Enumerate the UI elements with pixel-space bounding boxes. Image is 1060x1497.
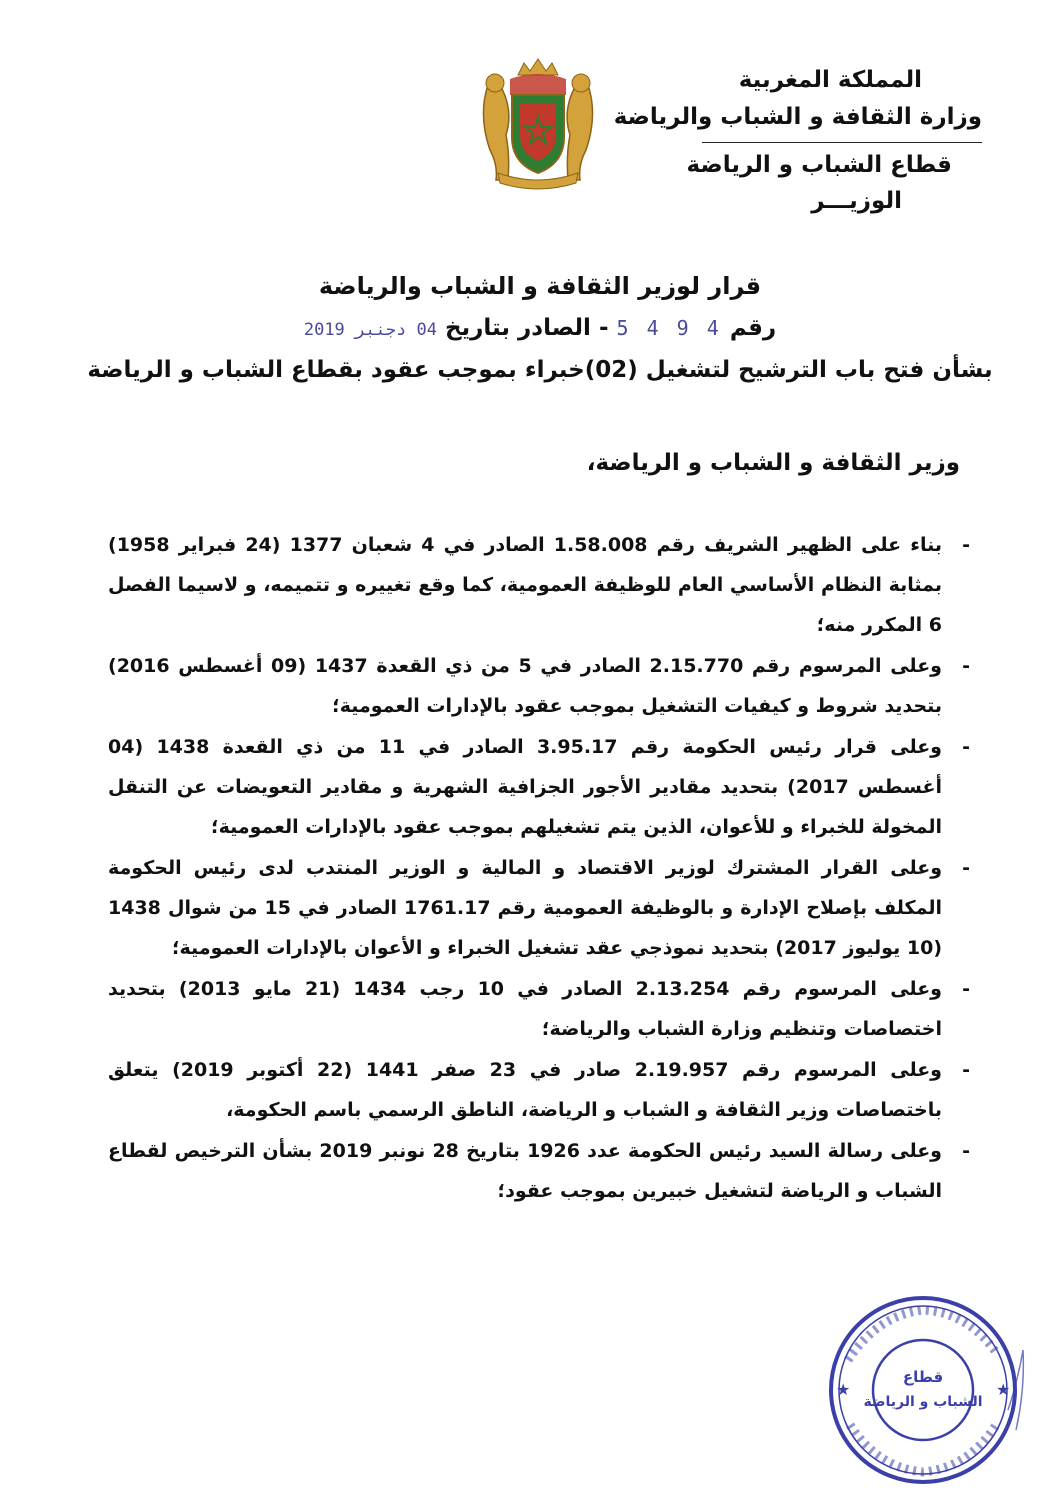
- bullet: -: [962, 1059, 970, 1081]
- decree-subject: بشأن فتح باب الترشيح لتشغيل (02)خبراء بموجب عقود بقطاع الشباب و الرياضة: [87, 356, 993, 383]
- list-item: - وعلى قرار رئيس الحكومة رقم 3.95.17 الصادر في 11 من ذي القعدة 1438 (04 أغسطس 2017) بتحديد مقادير الأجور الجزافية الشهرية و مقادير التعويضات عن التنقل المخولة للخبراء و للأعوان، الذين يتم تشغيلهم بموجب عقود بالإدارات العمومية؛: [108, 727, 942, 847]
- bullet: -: [962, 978, 970, 1000]
- decree-reference: [80, 308, 1000, 349]
- list-item: - بناء على الظهير الشريف رقم 1.58.008 الصادر في 4 شعبان 1377 (24 فبراير 1958) بمثابة النظام الأساسي العام للوظيفة العمومية، كما وقع تغييره و تتميمه، و لاسيما الفصل 6 المكرر منه؛: [108, 525, 942, 645]
- kingdom-name: المملكة المغربية: [738, 67, 922, 93]
- decree-heading: قرار لوزير الثقافة و الشباب والرياضة: [318, 272, 762, 300]
- bullet: -: [962, 534, 970, 556]
- addressee: وزير الثقافة و الشباب و الرياضة،: [586, 450, 960, 476]
- list-item: - وعلى المرسوم رقم 2.15.770 الصادر في 5 من ذي القعدة 1437 (09 أغسطس 2016) بتحديد شروط و كيفيات التشغيل بموجب عقود بالإدارات العمومية؛: [108, 646, 942, 726]
- ref-number-stamp: 4 9 4 5: [616, 316, 722, 341]
- official-seal-stamp: [818, 1290, 1033, 1490]
- seal-star-icon: ★: [836, 1380, 851, 1399]
- decree-title: [80, 265, 1000, 391]
- ministry-name: وزارة الثقافة و الشباب والرياضة: [702, 99, 982, 143]
- royal-coat-of-arms-icon: [468, 55, 608, 190]
- list-item: - وعلى القرار المشترك لوزير الاقتصاد و المالية و الوزير المنتدب لدى رئيس الحكومة المكلف بإصلاح الإدارة و بالوظيفة العمومية رقم 1761.17 الصادر في 15 من شوال 1438 (10 يوليوز 2017) بتحديد نموذجي عقد تشغيل الخبراء و الأعوان بالإدارات العمومية؛: [108, 848, 942, 968]
- issued-date-stamp: 04 دجنبر 2019: [303, 320, 437, 341]
- ref-label: رقم: [729, 315, 777, 342]
- letterhead: [613, 62, 982, 220]
- list-item: - وعلى المرسوم رقم 2.13.254 الصادر في 10 رجب 1434 (21 مايو 2013) بتحديد اختصاصات وتنظيم وزارة الشباب والرياضة؛: [108, 969, 942, 1049]
- minister-title: الوزيـــر: [811, 188, 902, 215]
- list-item: - وعلى المرسوم رقم 2.19.957 صادر في 23 صفر 1441 (22 أكتوبر 2019) يتعلق باختصاصات وزير الثقافة و الشباب و الرياضة، الناطق الرسمي باسم الحكومة،: [108, 1050, 942, 1130]
- bullet: -: [962, 655, 970, 677]
- seal-star-icon: ★: [996, 1380, 1011, 1399]
- issued-label: الصادر بتاريخ: [444, 315, 591, 342]
- sector-name: قطاع الشباب و الرياضة: [686, 151, 952, 178]
- bullet: -: [962, 857, 970, 879]
- bullet: -: [962, 736, 970, 758]
- considerations-list: [108, 525, 970, 1212]
- seal-center-line2: الشباب و الرياضة: [863, 1394, 983, 1410]
- bullet: -: [962, 1140, 970, 1162]
- seal-center-line1: قطاع: [902, 1368, 944, 1386]
- ref-separator: -: [598, 315, 609, 342]
- list-item: - وعلى رسالة السيد رئيس الحكومة عدد 1926 بتاريخ 28 نونبر 2019 بشأن الترخيص لقطاع الشباب و الرياضة لتشغيل خبيرين بموجب عقود؛: [108, 1131, 942, 1211]
